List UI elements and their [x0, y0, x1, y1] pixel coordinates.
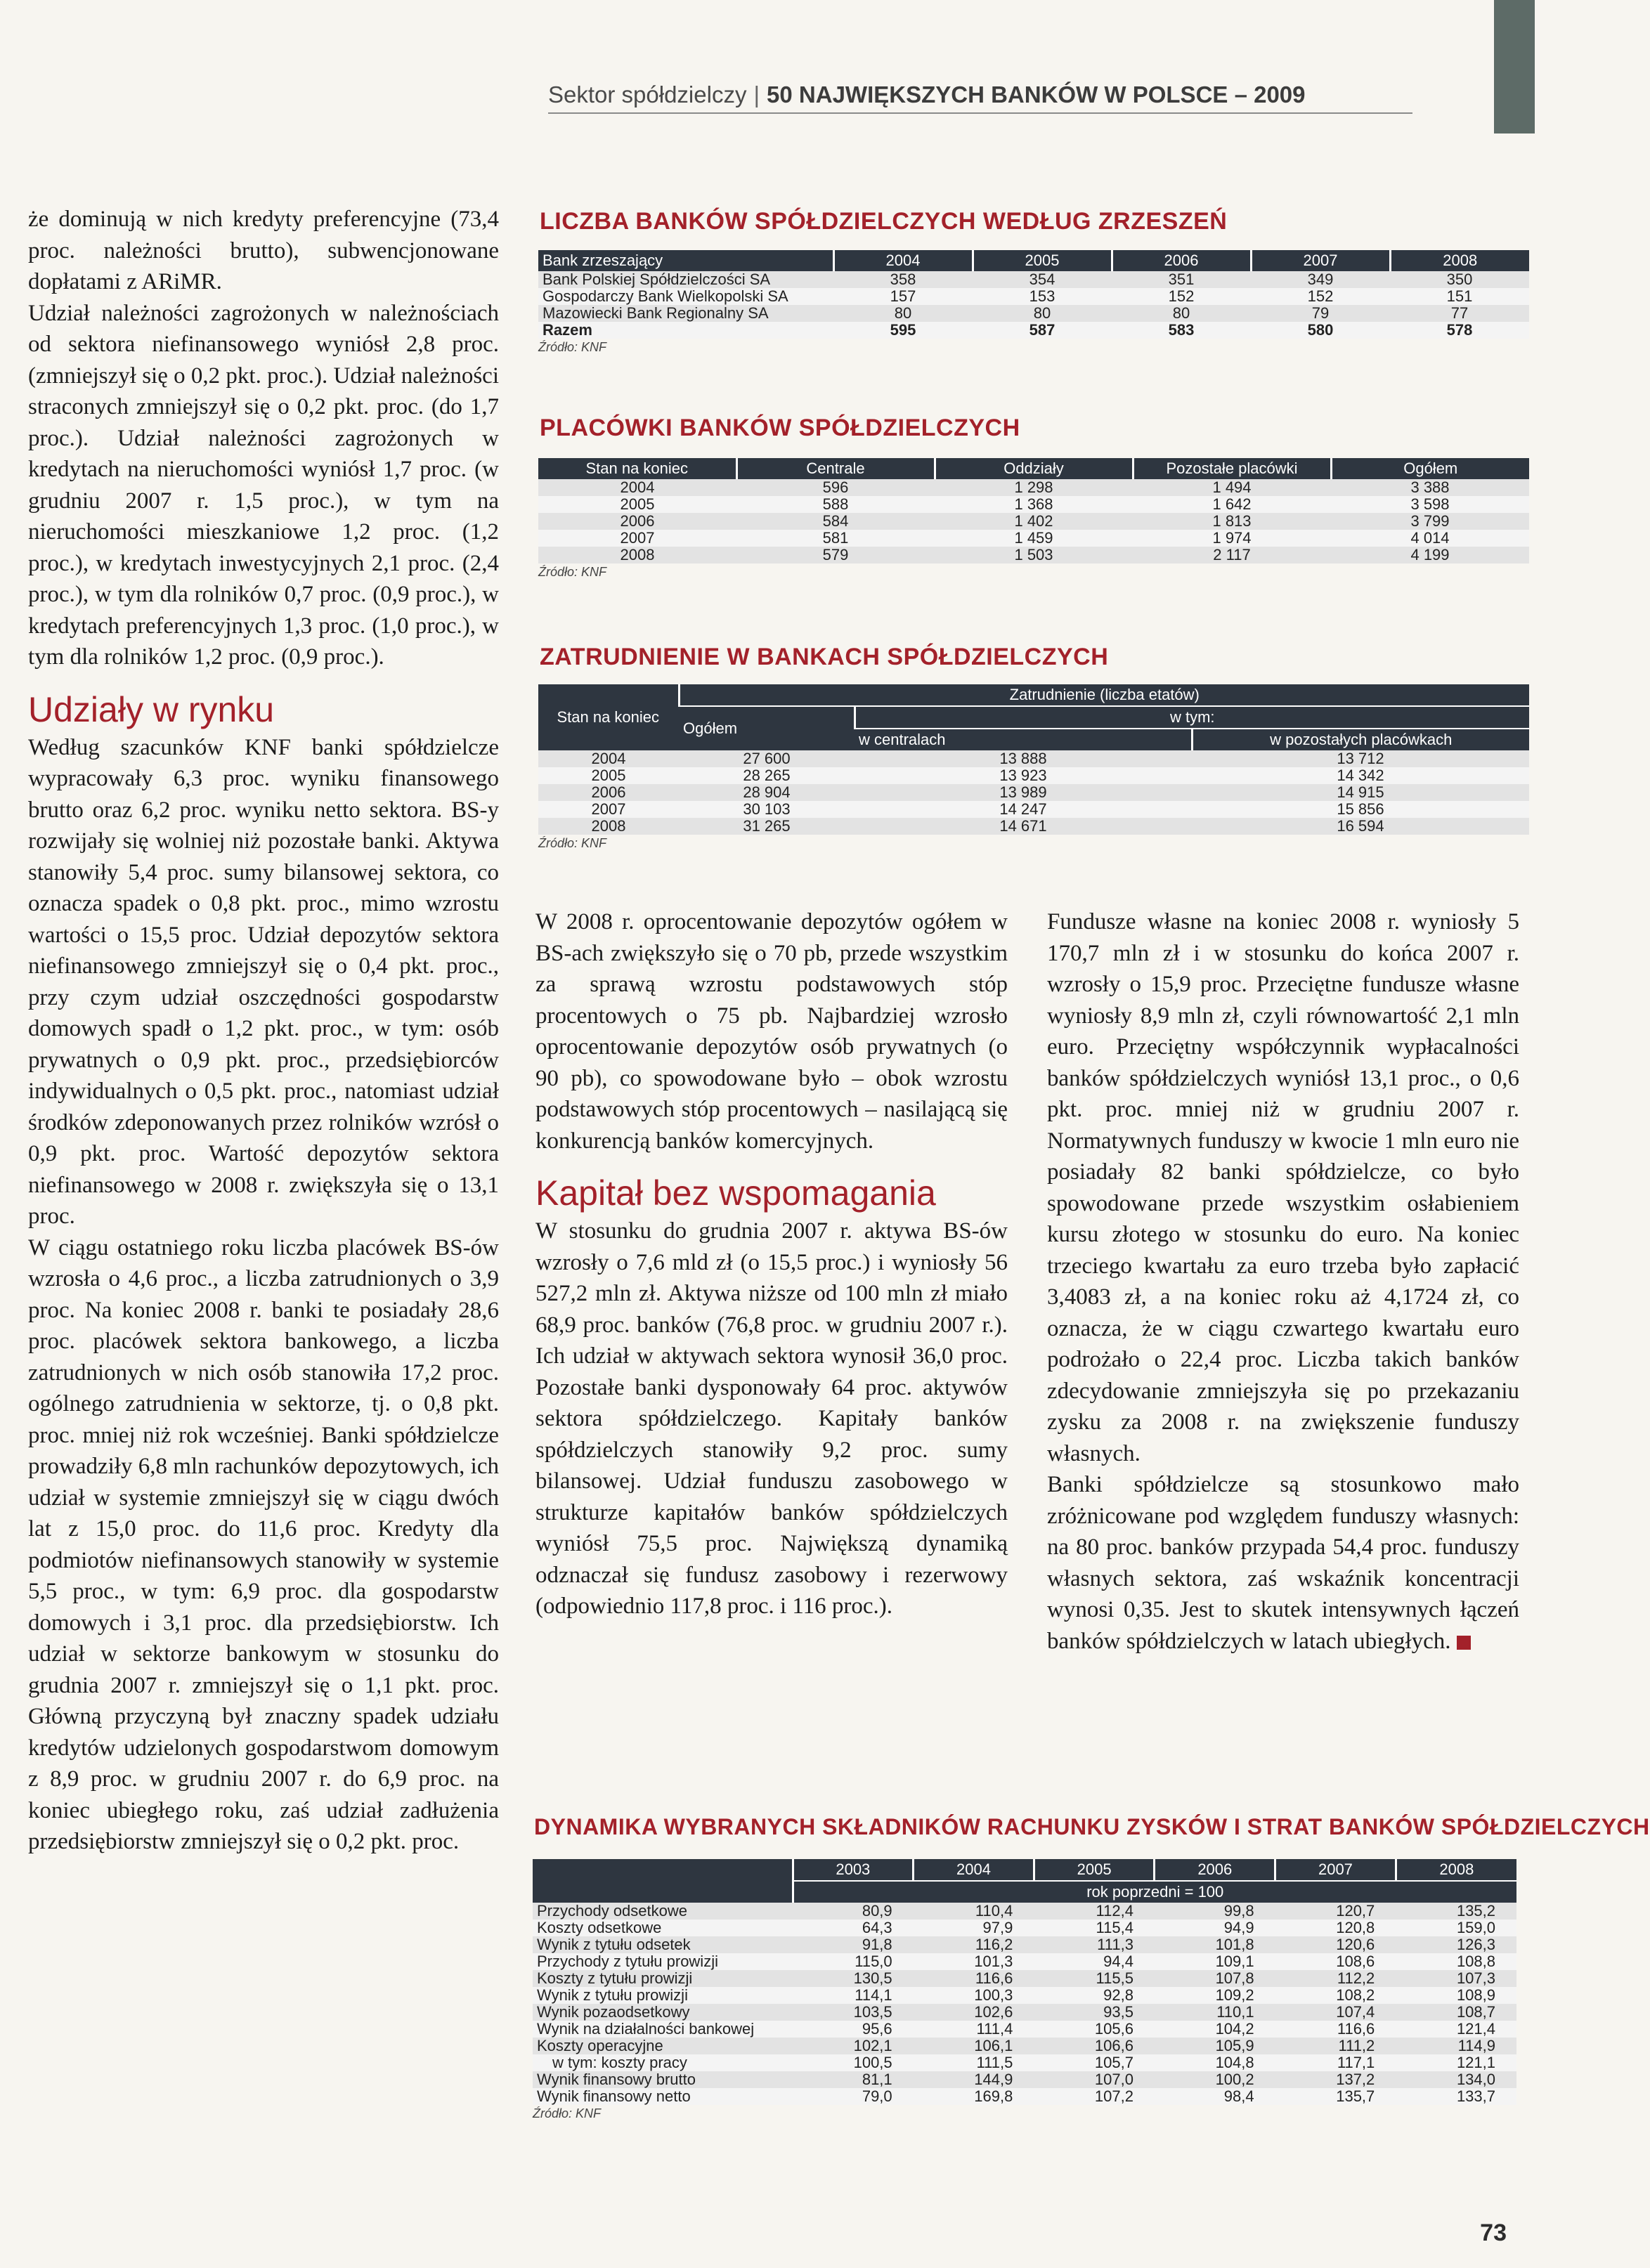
table-cell: 114,1: [793, 1987, 914, 2004]
table-cell: Wynik pozaodsetkowy: [533, 2004, 793, 2021]
table-cell: 28 265: [679, 767, 855, 784]
table-cell: 116,2: [914, 1936, 1034, 1953]
table-cell: Przychody odsetkowe: [533, 1903, 793, 1920]
table3-title: ZATRUDNIENIE W BANKACH SPÓŁDZIELCZYCH: [540, 644, 1109, 670]
table-cell: 157: [833, 288, 973, 305]
table-cell: 581: [736, 530, 935, 547]
table2-title: PLACÓWKI BANKÓW SPÓŁDZIELCZYCH: [540, 415, 1020, 441]
table-cell: 101,3: [914, 1953, 1034, 1970]
table2-header-4: Ogółem: [1331, 458, 1529, 479]
table-cell: Mazowiecki Bank Regionalny SA: [538, 305, 833, 322]
header-separator: |: [753, 82, 760, 107]
table1: [538, 250, 1529, 355]
table-cell: 102,1: [793, 2038, 914, 2054]
table-cell: 107,3: [1396, 1970, 1516, 1987]
header-section: Sektor spółdzielczy: [548, 82, 747, 107]
table-cell: 107,2: [1034, 2088, 1155, 2105]
table-cell: 27 600: [679, 750, 855, 767]
table3: [538, 684, 1529, 851]
table1-header-5: 2008: [1390, 250, 1529, 271]
table1-header-4: 2007: [1251, 250, 1390, 271]
table-cell: 107,4: [1275, 2004, 1396, 2021]
table-cell: 104,8: [1155, 2054, 1275, 2071]
table-cell: 595: [833, 322, 973, 339]
table-cell: Razem: [538, 322, 833, 339]
table-cell: Koszty odsetkowe: [533, 1920, 793, 1936]
left-paragraph-2: Udział należności zagrożonych w należnościach od sektora niefinansowego wyniósł 2,8 proc. (zmniejszył się o 0,2 pkt. proc.). Udział należności straconych zmniejszył się o 0,2 pkt. proc. (do 1,7 proc.). Udział należności zagrożonych w kredytach na nieruchomości wyniósł 1,7 proc. (w grudniu 2007 r. 1,5 proc.), w tym na nieruchomości mieszkaniowe 1,2 proc. (1,2 proc.), w kredytach inwestycyjnych 2,1 proc. (2,4 proc.), w tym dla rolników 0,7 proc. (0,9 proc.), w kredytach preferencyjnych 1,3 proc. (1,0 proc.), w tym dla rolników 1,2 proc. (0,9 proc.).: [28, 300, 499, 670]
middle-paragraph-2: W stosunku do grudnia 2007 r. aktywa BS-ów wzrosły o 7,6 mld zł (o 15,5 proc.) i wyniosły 56 527,2 mln zł. Aktywa niższe od 100 mln zł miało 68,9 proc. banków (76,8 proc. w grudniu 2007 r.). Ich udział w aktywach sektora wynosił 36,0 proc. Pozostałe banki dysponowały 64 proc. aktywów sektora spółdzielczego. Kapitały banków spółdzielczych stanowiły 9,2 proc. sumy bilansowej. Udział funduszu zasobowego w strukturze kapitałów banków spółdzielczych wyniósł 75,5 proc. Największą dynamiką odznaczał się fundusz zasobowy i rezerwowy (odpowiednio 117,8 proc. i 116 proc.).: [535, 1218, 1008, 1619]
table-cell: 3 598: [1331, 496, 1529, 513]
table-row: [533, 2088, 1516, 2105]
table-row: [538, 288, 1529, 305]
table-cell: 15 856: [1192, 801, 1529, 818]
table-cell: 31 265: [679, 818, 855, 835]
table-cell: 101,8: [1155, 1936, 1275, 1953]
table-cell: 100,2: [1155, 2071, 1275, 2088]
table-row: [533, 1936, 1516, 1953]
table-cell: 151: [1390, 288, 1529, 305]
table-cell: 108,8: [1396, 1953, 1516, 1970]
table-cell: 111,2: [1275, 2038, 1396, 2054]
table-row: [533, 1920, 1516, 1936]
table-row: [533, 2004, 1516, 2021]
table-cell: 2008: [538, 818, 679, 835]
right-paragraph-2-text: Banki spółdzielcze są stosunkowo mało zróżnicowane pod względem funduszy własnych: na 80 proc. banków przypada 54,4 proc. funduszy własnych sektora, zaś wskaźnik koncentracji wynosi 0,35. Jest to skutek intensywnych łączeń banków spółdzielczych w latach ubiegłych.: [1047, 1472, 1519, 1654]
table3-header-stan: Stan na koniec: [538, 684, 679, 750]
table-row: [533, 1970, 1516, 1987]
table-cell: 115,0: [793, 1953, 914, 1970]
table-cell: 99,8: [1155, 1903, 1275, 1920]
table-cell: 80: [973, 305, 1112, 322]
table-cell: 105,6: [1034, 2021, 1155, 2038]
table-cell: 2 117: [1133, 547, 1331, 563]
table-cell: 64,3: [793, 1920, 914, 1936]
end-of-article-square-icon: [1457, 1636, 1471, 1650]
table-cell: 2004: [538, 750, 679, 767]
table4-header-2005: 2005: [1034, 1859, 1155, 1881]
table-row: [538, 530, 1529, 547]
table-total-row: [538, 322, 1529, 339]
table-row: [538, 479, 1529, 496]
table-row: [533, 1953, 1516, 1970]
table-cell: 13 888: [855, 750, 1192, 767]
table-cell: 1 494: [1133, 479, 1331, 496]
header-title: 50 NAJWIĘKSZYCH BANKÓW W POLSCE – 2009: [767, 82, 1306, 107]
table-cell: 2007: [538, 801, 679, 818]
table-cell: 121,4: [1396, 2021, 1516, 2038]
table-cell: 13 923: [855, 767, 1192, 784]
table-cell: 91,8: [793, 1936, 914, 1953]
table-cell: 110,4: [914, 1903, 1034, 1920]
table-cell: 587: [973, 322, 1112, 339]
table2-header-0: Stan na koniec: [538, 458, 736, 479]
table-cell: 130,5: [793, 1970, 914, 1987]
table-cell: 100,3: [914, 1987, 1034, 2004]
table-cell: Bank Polskiej Spółdzielczości SA: [538, 271, 833, 288]
table-row: [538, 271, 1529, 288]
table4: [533, 1859, 1516, 2121]
table-cell: 159,0: [1396, 1920, 1516, 1936]
table-cell: 120,8: [1275, 1920, 1396, 1936]
table-cell: 14 915: [1192, 784, 1529, 801]
table-cell: 152: [1112, 288, 1251, 305]
table-cell: 80: [833, 305, 973, 322]
table-cell: 30 103: [679, 801, 855, 818]
table3-header-wtym: w tym:: [855, 706, 1529, 729]
table-cell: 108,6: [1275, 1953, 1396, 1970]
table3-source: Źródło: KNF: [538, 836, 607, 850]
table-cell: 77: [1390, 305, 1529, 322]
table-cell: 117,1: [1275, 2054, 1396, 2071]
table-cell: 80,9: [793, 1903, 914, 1920]
table-row: [533, 2038, 1516, 2054]
table-cell: 135,2: [1396, 1903, 1516, 1920]
table-cell: 108,7: [1396, 2004, 1516, 2021]
table-cell: 596: [736, 479, 935, 496]
table-cell: 3 388: [1331, 479, 1529, 496]
table-cell: 13 989: [855, 784, 1192, 801]
table-cell: 354: [973, 271, 1112, 288]
table-cell: 169,8: [914, 2088, 1034, 2105]
table1-source: Źródło: KNF: [538, 340, 607, 354]
table4-header-blank: [533, 1859, 793, 1881]
table-cell: 79,0: [793, 2088, 914, 2105]
table3-header-ogolem: Ogółem: [679, 706, 855, 750]
table2-source: Źródło: KNF: [538, 565, 607, 579]
table4-subheader-blank: [533, 1881, 793, 1903]
table-cell: 588: [736, 496, 935, 513]
table-cell: 133,7: [1396, 2088, 1516, 2105]
table-cell: 1 402: [935, 513, 1133, 530]
table-cell: 100,5: [793, 2054, 914, 2071]
table-cell: 116,6: [1275, 2021, 1396, 2038]
middle-column: [535, 906, 1008, 1622]
right-column: [1047, 906, 1519, 1657]
table-cell: 14 247: [855, 801, 1192, 818]
table3-header-other: w pozostałych placówkach: [1192, 729, 1529, 750]
table-cell: 114,9: [1396, 2038, 1516, 2054]
table-cell: 81,1: [793, 2071, 914, 2088]
table-cell: Wynik z tytułu odsetek: [533, 1936, 793, 1953]
table-cell: 1 813: [1133, 513, 1331, 530]
table-cell: Wynik z tytułu prowizji: [533, 1987, 793, 2004]
table-cell: 1 642: [1133, 496, 1331, 513]
table4-header-2008: 2008: [1396, 1859, 1516, 1881]
table-cell: 578: [1390, 322, 1529, 339]
table-cell: 583: [1112, 322, 1251, 339]
table-row: [538, 496, 1529, 513]
middle-paragraph-1: W 2008 r. oprocentowanie depozytów ogółem w BS-ach zwiększyło się o 70 pb, przede wszystkim za sprawą wzrostu podstawowych stóp procentowych o 75 pb. Najbardziej wzrosło oprocentowanie depozytów osób prywatnych (o 90 pb), co spowodowane było – obok wzrostu podstawowych stóp procentowych – nasilającą się konkurencją banków komercyjnych.: [535, 909, 1008, 1154]
table-cell: 351: [1112, 271, 1251, 288]
table2-header-3: Pozostałe placówki: [1133, 458, 1331, 479]
table-row: [538, 305, 1529, 322]
table-cell: 115,5: [1034, 1970, 1155, 1987]
table-cell: 14 342: [1192, 767, 1529, 784]
table-cell: 4 014: [1331, 530, 1529, 547]
table-cell: 135,7: [1275, 2088, 1396, 2105]
right-paragraph-1: Fundusze własne na koniec 2008 r. wyniosły 5 170,7 mln zł i w stosunku do końca 2007 r. wzrosły o 15,9 proc. Przeciętne fundusze własne wyniosły 8,9 mln zł, czyli równowartość 2,1 mln euro. Przeciętny współczynnik wypłacalności banków spółdzielczych wyniósł 13,1 proc., o 0,6 pkt. proc. mniej niż w grudniu 2007 r. Normatywnych funduszy w kwocie 1 mln euro nie posiadały 82 banki spółdzielcze, co było spowodowane przede wszystkim osłabieniem kursu złotego w stosunku do euro. Na koniec trzeciego kwartału za euro trzeba było zapłacić 3,4083 zł, a na koniec roku aż 4,1724 zł, co oznacza, że w ciągu czwartego kwartału euro podrożało o 22,4 proc. Liczba takich banków zdecydowanie zmniejszyła się po przekazaniu zysku za 2008 r. na zwiększenie funduszy własnych.: [1047, 909, 1519, 1466]
table-cell: 108,9: [1396, 1987, 1516, 2004]
table-cell: 98,4: [1155, 2088, 1275, 2105]
table-cell: 116,6: [914, 1970, 1034, 1987]
table4-source: Źródło: KNF: [533, 2106, 602, 2120]
table-cell: 3 799: [1331, 513, 1529, 530]
table3-header-group: Zatrudnienie (liczba etatów): [679, 684, 1529, 706]
table-cell: 106,1: [914, 2038, 1034, 2054]
table-cell: 2005: [538, 496, 736, 513]
table1-header-2: 2005: [973, 250, 1112, 271]
table-cell: 120,6: [1275, 1936, 1396, 1953]
table-cell: 115,4: [1034, 1920, 1155, 1936]
table4-header-2007: 2007: [1275, 1859, 1396, 1881]
table-cell: 13 712: [1192, 750, 1529, 767]
table-cell: 134,0: [1396, 2071, 1516, 2088]
table-cell: 109,2: [1155, 1987, 1275, 2004]
table-cell: Przychody z tytułu prowizji: [533, 1953, 793, 1970]
table-cell: 14 671: [855, 818, 1192, 835]
table-cell: 28 904: [679, 784, 855, 801]
table-cell: 2006: [538, 784, 679, 801]
table-cell: 349: [1251, 271, 1390, 288]
table-cell: 106,6: [1034, 2038, 1155, 2054]
table-cell: 111,5: [914, 2054, 1034, 2071]
table-cell: 94,4: [1034, 1953, 1155, 1970]
table4-note: rok poprzedni = 100: [793, 1881, 1516, 1903]
table-cell: Gospodarczy Bank Wielkopolski SA: [538, 288, 833, 305]
table-cell: 121,1: [1396, 2054, 1516, 2071]
table-row: [533, 1987, 1516, 2004]
table-row: [538, 513, 1529, 530]
table4-title: DYNAMIKA WYBRANYCH SKŁADNIKÓW RACHUNKU ZYSKÓW I STRAT BANKÓW SPÓŁDZIELCZYCH: [534, 1814, 1650, 1839]
table-cell: 2008: [538, 547, 736, 563]
table-cell: 1 368: [935, 496, 1133, 513]
table-cell: 1 503: [935, 547, 1133, 563]
table2: [538, 458, 1529, 580]
table-row: [538, 818, 1529, 835]
table-cell: 1 974: [1133, 530, 1331, 547]
table-cell: 153: [973, 288, 1112, 305]
table-cell: 107,8: [1155, 1970, 1275, 1987]
table-cell: w tym: koszty pracy: [533, 2054, 793, 2071]
table-cell: 92,8: [1034, 1987, 1155, 2004]
table-cell: 120,7: [1275, 1903, 1396, 1920]
table-cell: 579: [736, 547, 935, 563]
table-cell: 1 459: [935, 530, 1133, 547]
table-cell: 112,4: [1034, 1903, 1155, 1920]
table-cell: 2004: [538, 479, 736, 496]
table-row: [533, 2071, 1516, 2088]
table-cell: Wynik finansowy netto: [533, 2088, 793, 2105]
table4-header-2004: 2004: [914, 1859, 1034, 1881]
table-cell: 584: [736, 513, 935, 530]
edge-tab: [1494, 0, 1535, 133]
table-cell: 111,4: [914, 2021, 1034, 2038]
table2-header-2: Oddziały: [935, 458, 1133, 479]
left-column: [28, 204, 499, 1858]
table-cell: Koszty operacyjne: [533, 2038, 793, 2054]
table-cell: 103,5: [793, 2004, 914, 2021]
table-cell: 2005: [538, 767, 679, 784]
table-cell: 105,7: [1034, 2054, 1155, 2071]
table-cell: 104,2: [1155, 2021, 1275, 2038]
table1-header-3: 2006: [1112, 250, 1251, 271]
table1-header-1: 2004: [833, 250, 973, 271]
table-cell: Wynik na działalności bankowej: [533, 2021, 793, 2038]
table-cell: 580: [1251, 322, 1390, 339]
table-cell: 144,9: [914, 2071, 1034, 2088]
table-row: [538, 784, 1529, 801]
table-cell: 2006: [538, 513, 736, 530]
table-cell: 102,6: [914, 2004, 1034, 2021]
table-cell: Wynik finansowy brutto: [533, 2071, 793, 2088]
table-cell: 350: [1390, 271, 1529, 288]
table-cell: 109,1: [1155, 1953, 1275, 1970]
left-paragraph-3: Według szacunków KNF banki spółdzielcze wypracowały 6,3 proc. wyniku finansowego brutto oraz 6,2 proc. wyniku netto sektora. BS-y rozwijały się wolniej niż pozostałe banki. Aktywa stanowiły 5,4 proc. sumy bilansowej sektora, co oznacza spadek o 0,8 pkt. proc., mimo wzrostu wartości o 15,5 proc. Udział depozytów sektora niefinansowego zmniejszył się o 0,4 pkt. proc., przy czym udział oszczędności gospodarstw domowych spadł o 1,2 pkt. proc., w tym: osób prywatnych o 0,9 pkt. proc., przedsiębiorców indywidualnych o 0,5 pkt. proc., natomiast udział środków zdeponowanych przez rolników wzrósł o 0,9 pkt. proc. Wartość depozytów sektora niefinansowego w 2008 r. zwiększyła się o 13,1 proc.: [28, 734, 499, 1229]
table3-header-central: w centralach: [855, 729, 1192, 750]
running-header: [548, 82, 1412, 114]
left-paragraph-4: W ciągu ostatniego roku liczba placówek BS-ów wzrosła o 4,6 proc., a liczba zatrudnionych o 3,9 proc. Na koniec 2008 r. banki te posiadały 28,6 proc. placówek sektora bankowego, a liczba zatrudnionych w nich osób stanowiła 17,2 proc. ogólnego zatrudnienia w sektorze, tj. o 0,8 pkt. proc. mniej niż rok wcześniej. Banki spółdzielcze prowadziły 6,8 mln rachunków depozytowych, ich udział w systemie zmniejszył się w ciągu dwóch lat z 15,0 proc. do 11,6 proc. Kredyty dla podmiotów niefinansowych stanowiły w systemie 5,5 proc., w tym: 6,9 proc. dla gospodarstw domowych i 3,1 proc. dla przedsiębiorstw. Ich udział w sektorze bankowym w stosunku do grudnia 2007 r. zmniejszył się o 1,1 pkt. proc. Główną przyczyną był znaczny spadek udziału kredytów udzielonych gospodarstwom domowym z 8,9 proc. w grudniu 2007 r. do 6,9 proc. na koniec ubiegłego roku, zaś udział zadłużenia przedsiębiorstw zmniejszył się o 0,2 pkt. proc.: [28, 1234, 499, 1854]
table-cell: 137,2: [1275, 2071, 1396, 2088]
table-cell: 126,3: [1396, 1936, 1516, 1953]
table-row: [538, 547, 1529, 563]
page-number: 73: [1480, 2220, 1507, 2246]
table-row: [538, 801, 1529, 818]
table4-header-2003: 2003: [793, 1859, 914, 1881]
table-cell: 16 594: [1192, 818, 1529, 835]
table4-header-2006: 2006: [1155, 1859, 1275, 1881]
table1-title: LICZBA BANKÓW SPÓŁDZIELCZYCH WEDŁUG ZRZESZEŃ: [540, 208, 1228, 235]
table-cell: 4 199: [1331, 547, 1529, 563]
table-cell: 110,1: [1155, 2004, 1275, 2021]
table-row: [533, 2054, 1516, 2071]
table-cell: 97,9: [914, 1920, 1034, 1936]
section-heading-kapital: Kapitał bez wspomagania: [535, 1173, 936, 1213]
left-paragraph-1: że dominują w nich kredyty preferencyjne (73,4 proc. należności brutto), subwencjonowane dopłatami z ARiMR.: [28, 207, 499, 294]
table-cell: 108,2: [1275, 1987, 1396, 2004]
table-cell: Koszty z tytułu prowizji: [533, 1970, 793, 1987]
table-cell: 358: [833, 271, 973, 288]
table-row: [538, 750, 1529, 767]
table-row: [538, 767, 1529, 784]
section-heading-udzialy: Udziały w rynku: [28, 689, 275, 729]
table-cell: 111,3: [1034, 1936, 1155, 1953]
table-cell: 80: [1112, 305, 1251, 322]
table-cell: 95,6: [793, 2021, 914, 2038]
table-cell: 2007: [538, 530, 736, 547]
table-cell: 152: [1251, 288, 1390, 305]
table-cell: 107,0: [1034, 2071, 1155, 2088]
table-cell: 79: [1251, 305, 1390, 322]
table-cell: 93,5: [1034, 2004, 1155, 2021]
right-paragraph-2: [1047, 1469, 1519, 1657]
table-cell: 94,9: [1155, 1920, 1275, 1936]
table-cell: 105,9: [1155, 2038, 1275, 2054]
table-cell: 112,2: [1275, 1970, 1396, 1987]
table1-header-0: Bank zrzeszający: [538, 250, 833, 271]
table-row: [533, 1903, 1516, 1920]
table-cell: 1 298: [935, 479, 1133, 496]
table2-header-1: Centrale: [736, 458, 935, 479]
table-row: [533, 2021, 1516, 2038]
